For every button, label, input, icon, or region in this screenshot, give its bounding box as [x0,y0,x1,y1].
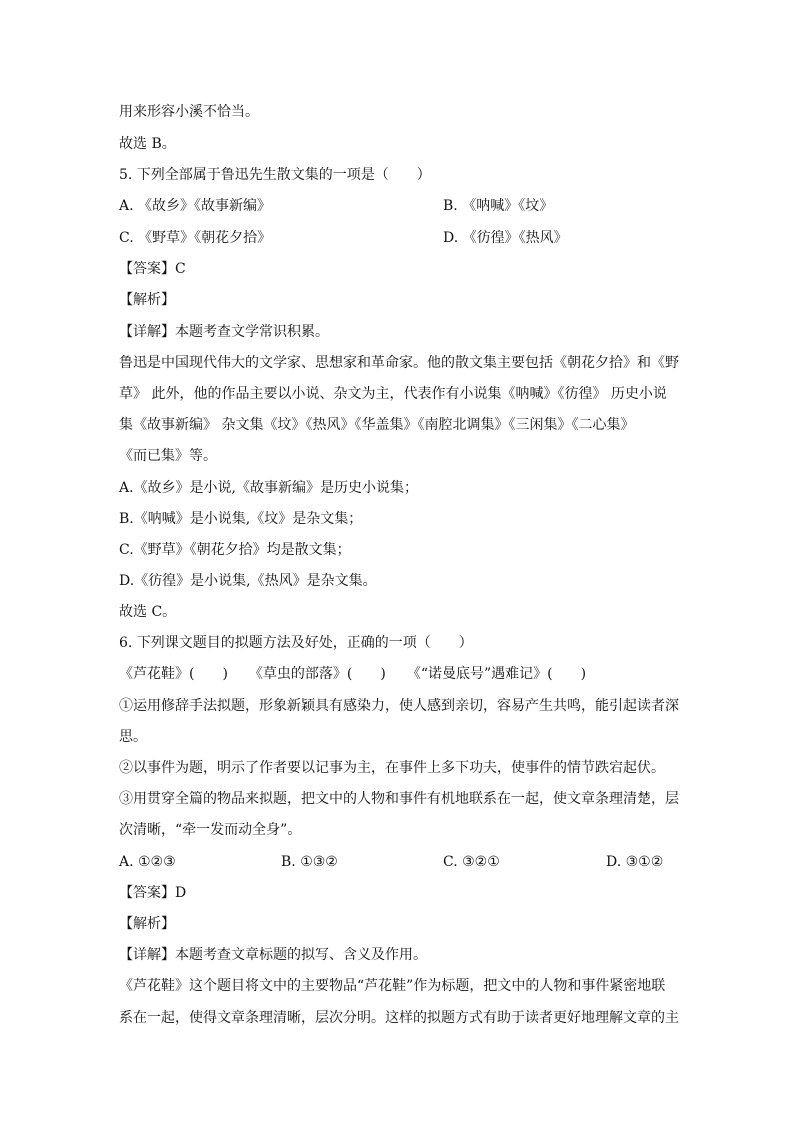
q6-option-d: D. ③①② [606,854,664,870]
paragraph-line: 用来形容小溪不恰当。 [119,104,259,120]
q6-explanation-line: 系在一起，使得文章条理清晰，层次分明。这样的拟题方式有助于读者更好地理解文章的主 [119,1010,679,1026]
q5-option-explanation: C.《野草》《朝花夕拾》均是散文集； [119,542,351,558]
q5-option-c: C. 《野草》《朝花夕拾》 [119,230,272,246]
q6-answer: 【答案】D [119,885,187,901]
answer-choice-line: 故选 B。 [119,136,176,152]
q6-option-a: A. ①②③ [119,854,176,870]
q5-conclusion: 故选 C。 [119,604,177,620]
q6-statement-line: ①运用修辞手法拟题，形象新颖具有感染力，使人感到亲切，容易产生共鸣，能引起读者深 [119,698,679,714]
q6-detail: 【详解】本题考查文章标题的拟写、含义及作用。 [119,947,427,963]
q6-statement-line: ③用贯穿全篇的物品来拟题，把文中的人物和事件有机地联系在一起，使文章条理清楚，层 [119,791,679,807]
q6-option-c: C. ③②① [443,854,500,870]
q5-option-explanation: B.《呐喊》是小说集,《坟》是杂文集； [119,511,363,527]
question-6-stem: 6. 下列课文题目的拟题方法及好处，正确的一项（ ） [119,635,473,651]
q5-option-a: A. 《故乡》《故事新编》 [119,198,272,214]
q5-explanation-line: 草》 此外，他的作品主要以小说、杂文为主，代表作有小说集《呐喊》《彷徨》 历史小说 [119,386,667,402]
q5-explanation-line: 鲁迅是中国现代伟大的文学家、思想家和革命家。他的散文集主要包括《朝花夕拾》和《野 [119,355,679,371]
q5-analysis-heading: 【解析】 [119,292,175,308]
q5-option-explanation: D.《彷徨》是小说集,《热风》是杂文集。 [119,573,377,589]
q6-statement-line: 思。 [119,729,147,745]
q6-option-b: B. ①③② [281,854,338,870]
q6-explanation-line: 《芦花鞋》这个题目将文中的主要物品“芦花鞋”作为标题，把文中的人物和事件紧密地联 [119,978,666,994]
q5-answer: 【答案】C [119,261,186,277]
q6-analysis-heading: 【解析】 [119,916,175,932]
q5-detail: 【详解】本题考查文学常识积累。 [119,324,329,340]
q6-titles-line: 《芦花鞋》( ) 《草虫的部落》( ) 《“诺曼底号”遇难记》( ) [119,666,587,682]
q6-statement-line: ②以事件为题，明示了作者要以记事为主，在事件上多下功夫，使事件的情节跌宕起伏。 [119,760,665,776]
q5-option-d: D. 《彷徨》《热风》 [443,230,568,246]
q6-statement-line: 次清晰，“牵一发而动全身”。 [119,822,302,838]
q5-option-b: B. 《呐喊》《坟》 [443,198,554,214]
q5-explanation-line: 集《故事新编》 杂文集《坟》《热风》《华盖集》《南腔北调集》《三闲集》《二心集》 [119,417,635,433]
question-5-stem: 5. 下列全部属于鲁迅先生散文集的一项是（ ） [119,167,431,183]
q5-explanation-line: 《而已集》等。 [119,448,217,464]
q5-option-explanation: A.《故乡》是小说,《故事新编》是历史小说集； [119,480,419,496]
